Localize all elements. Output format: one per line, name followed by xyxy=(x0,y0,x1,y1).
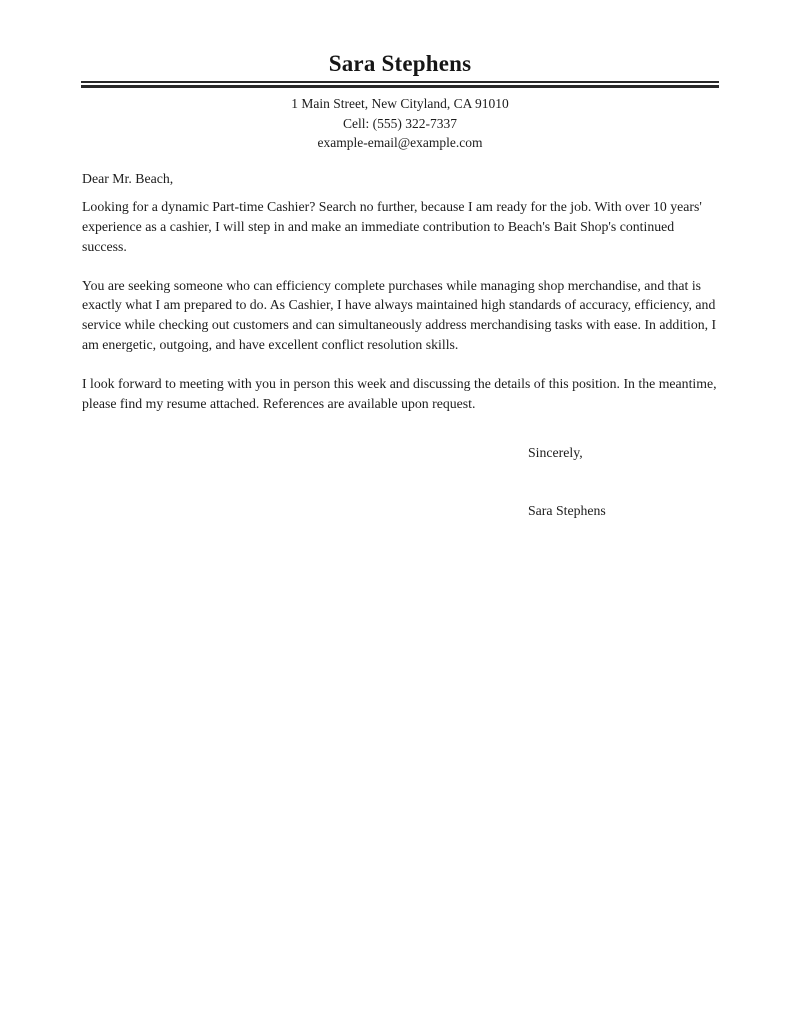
header-divider xyxy=(81,81,719,88)
salutation: Dear Mr. Beach, xyxy=(82,170,174,186)
paragraph-followup: I look forward to meeting with you in person this week and discussing the details of this position. In the meantime, please find my resume attached. References are available upon request. xyxy=(82,375,717,411)
letter-body xyxy=(82,169,720,522)
contact-block xyxy=(0,94,800,153)
paragraph-intro: Looking for a dynamic Part-time Cashier? Search no further, because I am ready for the job. With over 10 years' experience as a cashier, I will step in and make an immediate contribution to Beach's Bait Shop's continued success. xyxy=(82,199,702,254)
address-line: 1 Main Street, New Cityland, CA 91010 xyxy=(291,96,509,111)
signature-name: Sara Stephens xyxy=(528,503,606,519)
closing-valediction: Sincerely, xyxy=(528,445,583,461)
phone-line: Cell: (555) 322-7337 xyxy=(343,115,457,131)
email-line: example-email@example.com xyxy=(317,135,483,150)
closing-block xyxy=(82,443,720,521)
paragraph-qualifications: You are seeking someone who can efficiency complete purchases while managing shop merchandise, and that is exactly what I am prepared to do. As Cashier, I have always maintained high standards of accuracy, efficiency, and service while checking out customers and can simultaneously address merchandising tasks with ease. In addition, I am energetic, outgoing, and have excellent conflict resolution skills. xyxy=(82,277,717,353)
letter-header xyxy=(0,0,800,153)
author-name: Sara Stephens xyxy=(328,51,472,76)
